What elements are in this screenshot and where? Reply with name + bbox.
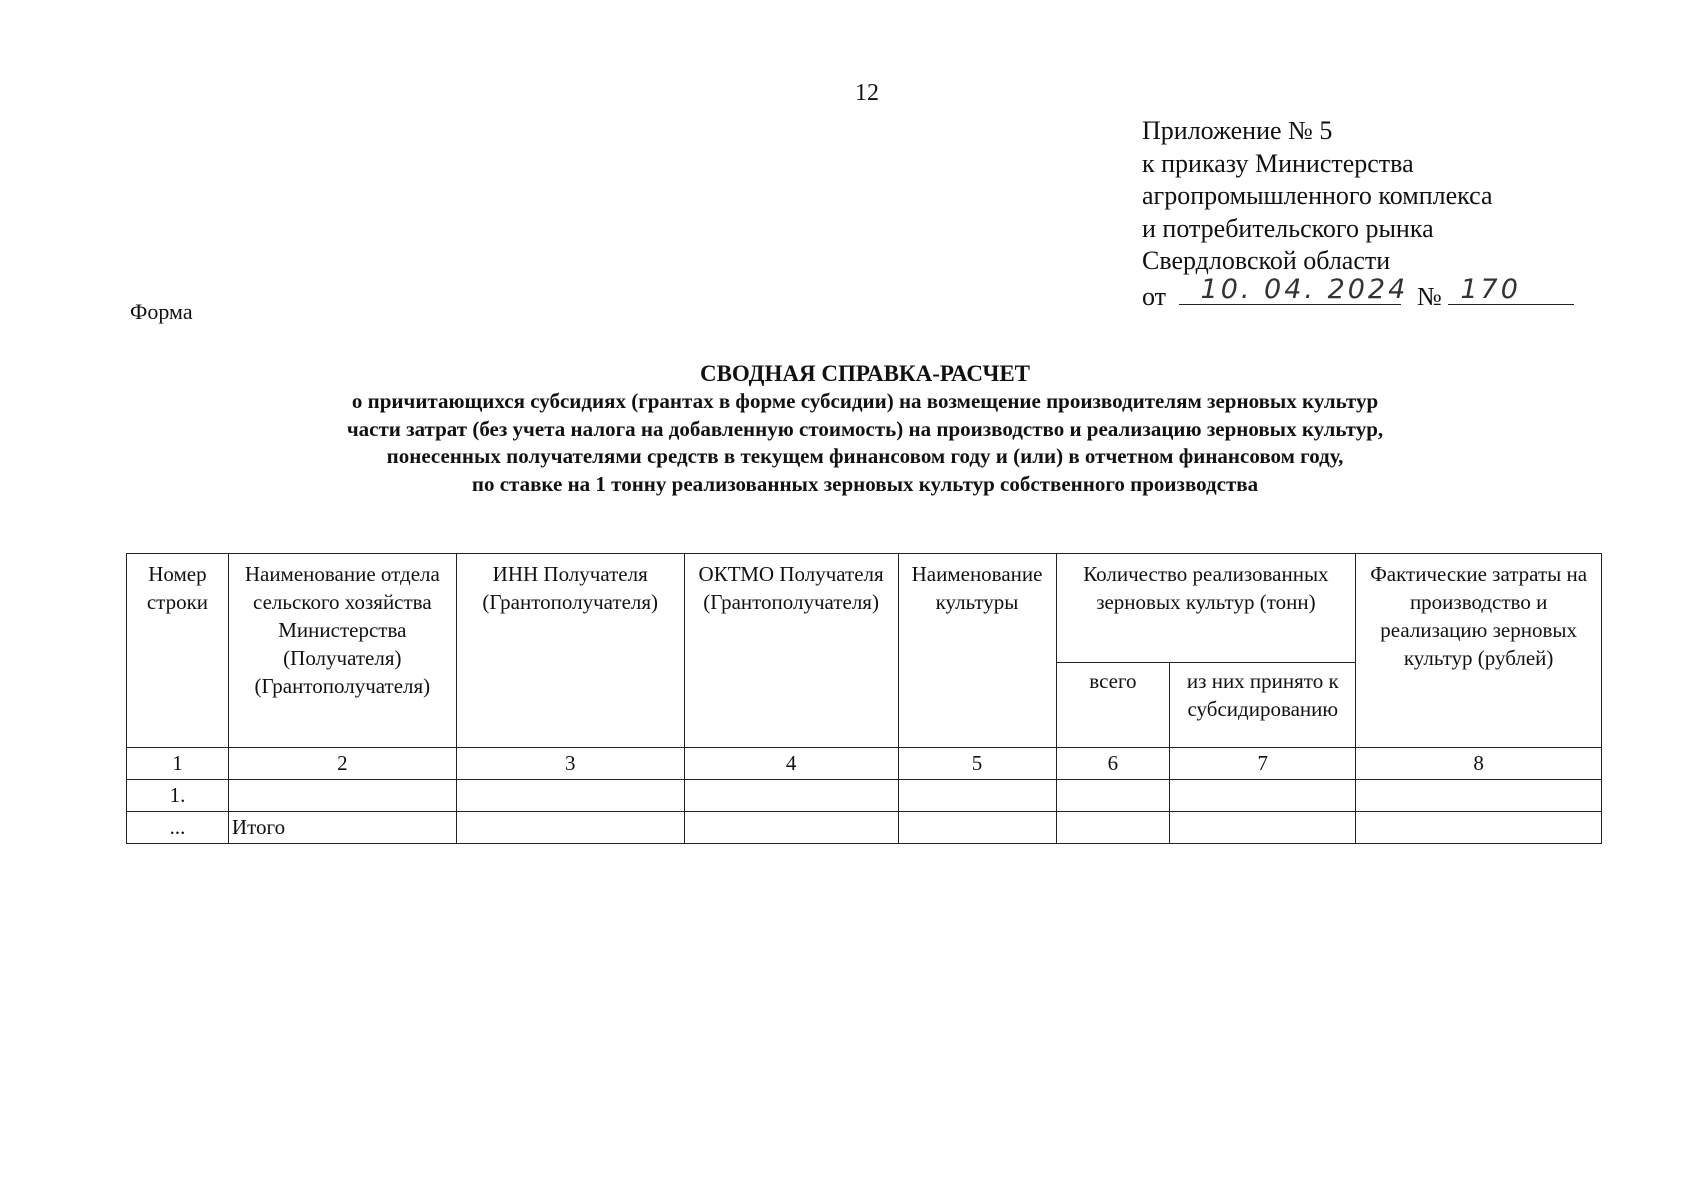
handwritten-number: 170: [1460, 273, 1521, 305]
column-number: 3: [456, 748, 684, 780]
table-row: [127, 780, 1602, 812]
appendix-date-number-line: [1142, 273, 1574, 314]
header-oktmo: ОКТМО Получателя (Грантополучателя): [684, 554, 898, 748]
handwritten-date: 10. 04. 2024: [1200, 273, 1409, 305]
appendix-line: к приказу Министерства: [1142, 148, 1414, 178]
table-row-total: [127, 812, 1602, 844]
empty-cell: [898, 812, 1056, 844]
title-line: о причитающихся субсидиях (грантах в форме субсидии) на возмещение производителям зерновых культур: [351, 389, 1379, 413]
empty-cell: [684, 780, 898, 812]
document-title: [100, 360, 1630, 498]
header-quantity-group: Количество реализованных зерновых культур (тонн): [1056, 554, 1356, 663]
empty-cell: [1356, 812, 1602, 844]
form-label: Форма: [130, 299, 193, 324]
page-number: 12: [855, 80, 879, 106]
row-name-cell: [228, 780, 456, 812]
number-label: №: [1417, 281, 1442, 311]
column-number: 4: [684, 748, 898, 780]
appendix-line: и потребительского рынка: [1142, 213, 1434, 243]
number-field: [1448, 273, 1574, 305]
column-number: 5: [898, 748, 1056, 780]
header-inn: ИНН Получателя (Грантополучателя): [456, 554, 684, 748]
appendix-line: Свердловской области: [1142, 246, 1391, 275]
title-line: по ставке на 1 тонну реализованных зерновых культур собственного производства: [471, 471, 1259, 496]
summary-table: [126, 553, 1602, 844]
empty-cell: [1056, 812, 1170, 844]
empty-cell: [1170, 812, 1356, 844]
header-department-name: Наименование отдела сельского хозяйства Министерства (Получателя) (Грантополучателя): [228, 554, 456, 748]
header-row-number: Номер строки: [127, 554, 229, 748]
total-label-cell: Итого: [228, 812, 456, 844]
column-number: 2: [228, 748, 456, 780]
empty-cell: [456, 812, 684, 844]
empty-cell: [1170, 780, 1356, 812]
empty-cell: [456, 780, 684, 812]
title-main: СВОДНАЯ СПРАВКА-РАСЧЕТ: [699, 361, 1031, 386]
column-number: 1: [127, 748, 229, 780]
header-crop-name: Наименование культуры: [898, 554, 1056, 748]
column-number: 7: [1170, 748, 1356, 780]
row-number-cell: ...: [127, 812, 229, 844]
title-line: понесенных получателями средств в текущем финансовом году и (или) в отчетном финансовом году,: [386, 444, 1344, 468]
appendix-line: агропромышленного комплекса: [1142, 181, 1493, 210]
column-number: 8: [1356, 748, 1602, 780]
empty-cell: [1056, 780, 1170, 812]
header-accepted: из них принято к субсидированию: [1170, 663, 1356, 748]
empty-cell: [898, 780, 1056, 812]
column-number: 6: [1056, 748, 1170, 780]
empty-cell: [1356, 780, 1602, 812]
appendix-line: Приложение № 5: [1142, 116, 1333, 145]
header-actual-costs: Фактические затраты на производство и реализацию зерновых культур (рублей): [1356, 554, 1602, 748]
from-label: от: [1142, 281, 1167, 311]
header-total: всего: [1056, 663, 1170, 748]
title-line: части затрат (без учета налога на добавленную стоимость) на производство и реализацию зерновых культур,: [346, 416, 1384, 441]
date-field: [1179, 273, 1409, 305]
empty-cell: [684, 812, 898, 844]
appendix-block: [1142, 115, 1574, 313]
row-number-cell: 1.: [127, 780, 229, 812]
